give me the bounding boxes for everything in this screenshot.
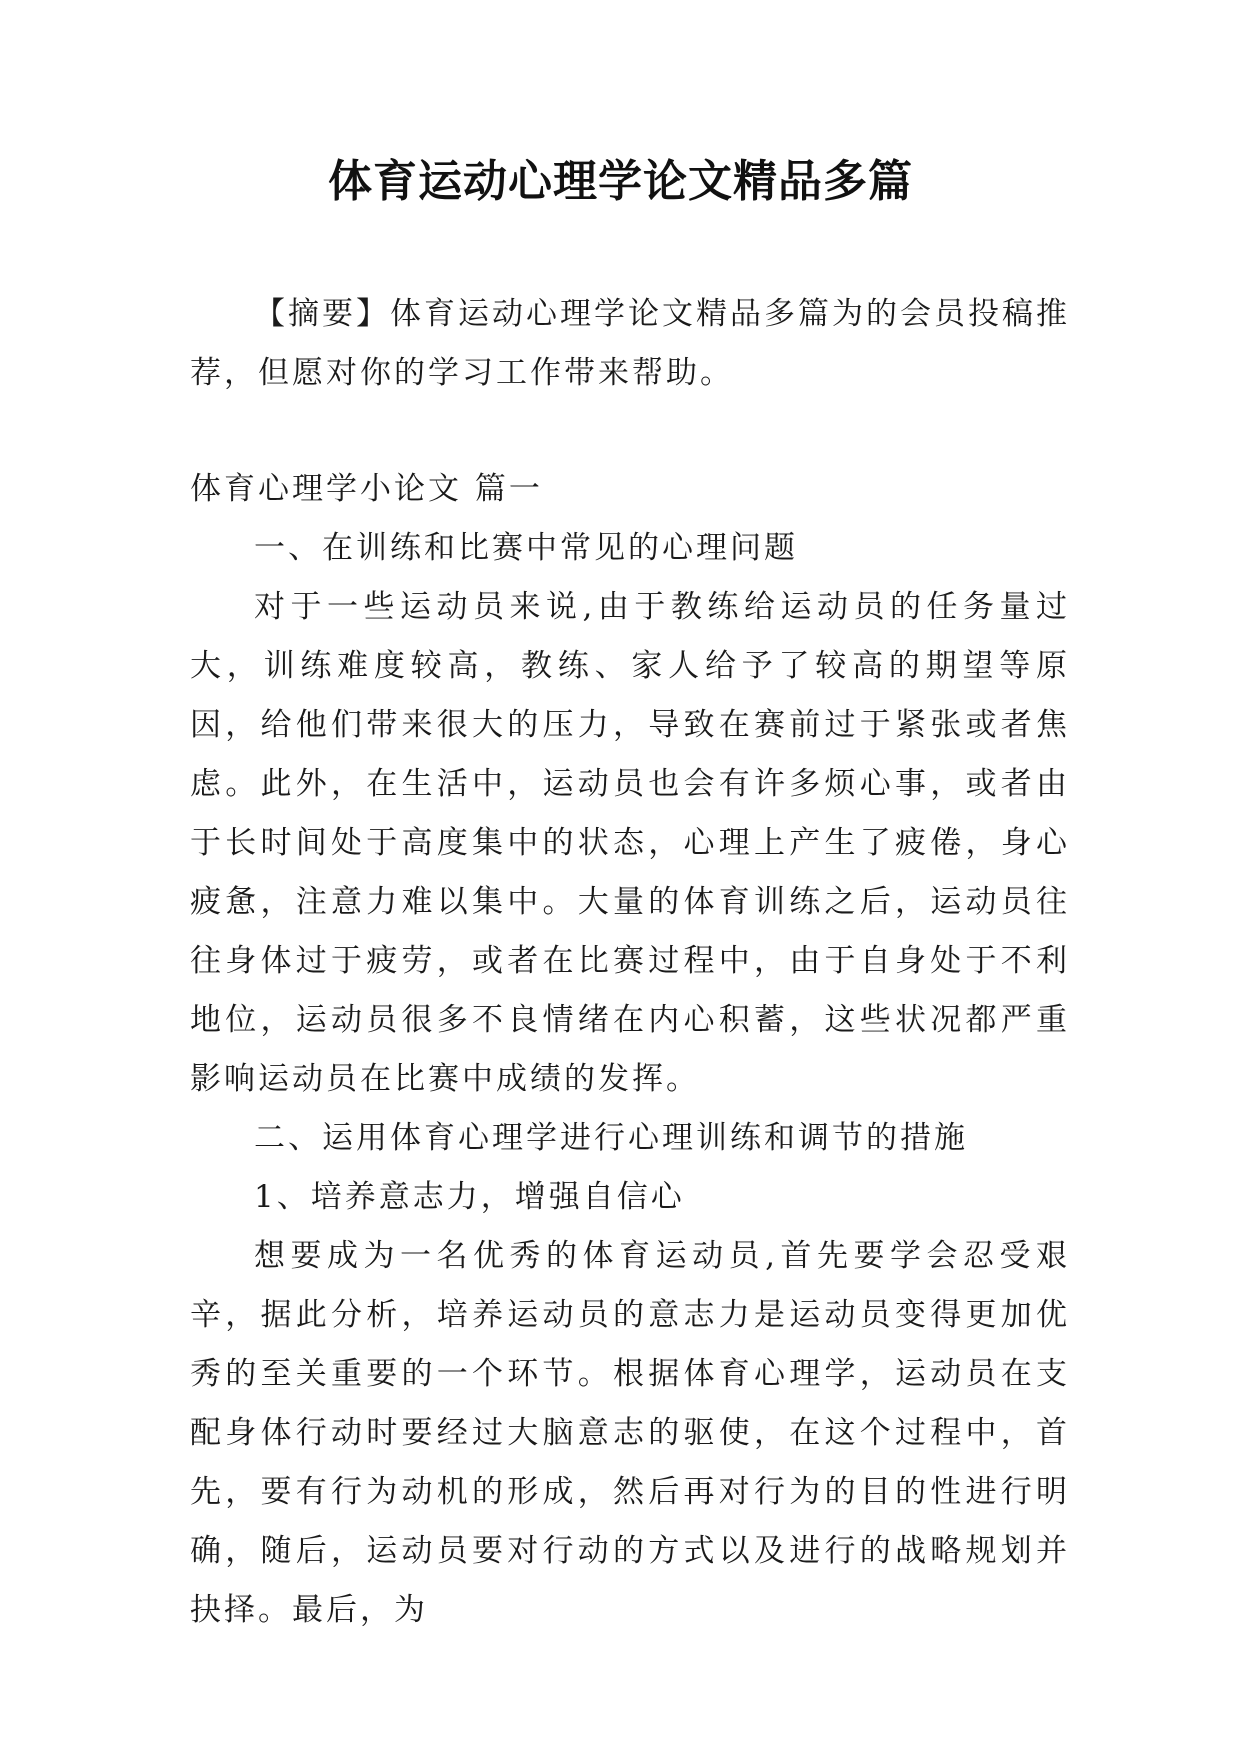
body-paragraph: 想要成为一名优秀的体育运动员,首先要学会忍受艰辛，据此分析，培养运动员的意志力是运动员变得更加优秀的至关重要的一个环节。根据体育心理学，运动员在支配身体行动时要经过大脑意志的驱使，在这个过程中，首先，要有行为动机的形成，然后再对行为的目的性进行明确，随后，运动员要对行动的方式以及进行的战略规划并抉择。最后，为 (190, 1238, 1070, 1628)
subheading-measures: 二、运用体育心理学进行心理训练和调节的措施 (254, 1120, 968, 1156)
abstract-paragraph: 【摘要】体育运动心理学论文精品多篇为的会员投稿推荐，但愿对你的学习工作带来帮助。 (190, 296, 1070, 391)
subheading-problems: 一、在训练和比赛中常见的心理问题 (254, 530, 798, 566)
body-text (190, 519, 1070, 1640)
subheading-willpower: 1、培养意志力，增强自信心 (254, 1179, 685, 1215)
body-paragraph: 对于一些运动员来说,由于教练给运动员的任务量过大，训练难度较高，教练、家人给予了较高的期望等原因，给他们带来很大的压力，导致在赛前过于紧张或者焦虑。此外，在生活中，运动员也会有许多烦心事，或者由于长时间处于高度集中的状态，心理上产生了疲倦，身心疲惫，注意力难以集中。大量的体育训练之后，运动员往往身体过于疲劳，或者在比赛过程中，由于自身处于不利地位，运动员很多不良情绪在内心积蓄，这些状况都严重影响运动员在比赛中成绩的发挥。 (190, 589, 1070, 1097)
section-heading: 体育心理学小论文 篇一 (190, 471, 543, 507)
document-title: 体育运动心理学论文精品多篇 (328, 156, 913, 207)
